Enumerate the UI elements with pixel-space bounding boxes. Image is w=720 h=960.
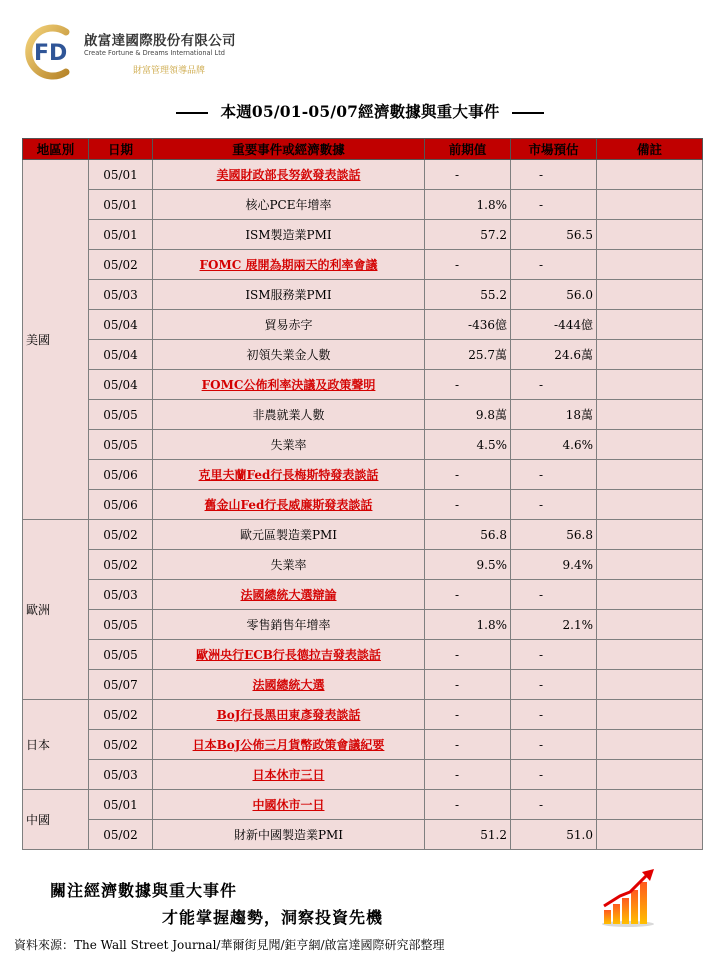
note-cell: [597, 730, 703, 760]
company-tagline: 財富管理領導品牌: [133, 66, 206, 76]
forecast-cell: -: [511, 670, 597, 700]
table-row: [23, 340, 703, 370]
note-cell: [597, 700, 703, 730]
date-cell: 05/04: [89, 340, 153, 370]
forecast-cell: 51.0: [511, 820, 597, 850]
prev-value-cell: -: [425, 370, 511, 400]
forecast-cell: -: [511, 370, 597, 400]
table-header-row: [23, 139, 703, 160]
logo-mark: FD: [34, 41, 68, 66]
table-row: [23, 730, 703, 760]
prev-value-cell: -: [425, 490, 511, 520]
event-cell: 核心PCE年增率: [153, 190, 425, 220]
forecast-cell: -: [511, 790, 597, 820]
events-table: [22, 138, 703, 850]
date-cell: 05/05: [89, 430, 153, 460]
forecast-cell: -: [511, 160, 597, 190]
date-cell: 05/05: [89, 610, 153, 640]
forecast-cell: 9.4%: [511, 550, 597, 580]
table-row: [23, 610, 703, 640]
prev-value-cell: 4.5%: [425, 430, 511, 460]
event-cell: BoJ行長黑田東彥發表談話: [153, 700, 425, 730]
page-title: 本週05/01-05/07經濟數據與重大事件: [220, 102, 500, 121]
date-cell: 05/03: [89, 280, 153, 310]
growth-chart-icon: [600, 866, 662, 928]
prev-value-cell: 9.5%: [425, 550, 511, 580]
note-cell: [597, 820, 703, 850]
header-region: 地區別: [23, 139, 89, 160]
event-cell: 非農就業人數: [153, 400, 425, 430]
forecast-cell: 56.0: [511, 280, 597, 310]
company-logo: [20, 22, 260, 88]
date-cell: 05/04: [89, 370, 153, 400]
table-row: [23, 190, 703, 220]
forecast-cell: -: [511, 580, 597, 610]
forecast-cell: 24.6萬: [511, 340, 597, 370]
table-row: [23, 280, 703, 310]
date-cell: 05/02: [89, 550, 153, 580]
table-row: [23, 700, 703, 730]
prev-value-cell: -: [425, 640, 511, 670]
prev-value-cell: 1.8%: [425, 190, 511, 220]
event-cell: FOMC 展開為期兩天的利率會議: [153, 250, 425, 280]
header-note: 備註: [597, 139, 703, 160]
event-cell: 歐元區製造業PMI: [153, 520, 425, 550]
slogan-line-1: 關注經濟數據與重大事件: [50, 881, 238, 900]
table-row: [23, 250, 703, 280]
prev-value-cell: 55.2: [425, 280, 511, 310]
date-cell: 05/07: [89, 670, 153, 700]
date-cell: 05/04: [89, 310, 153, 340]
note-cell: [597, 640, 703, 670]
date-cell: 05/06: [89, 460, 153, 490]
forecast-cell: -444億: [511, 310, 597, 340]
table-row: [23, 550, 703, 580]
region-cell: 美國: [23, 160, 89, 520]
forecast-cell: -: [511, 250, 597, 280]
note-cell: [597, 460, 703, 490]
title-dash-left: [176, 112, 208, 114]
table-body: [23, 160, 703, 850]
event-cell: ISM服務業PMI: [153, 280, 425, 310]
date-cell: 05/02: [89, 700, 153, 730]
title-row: [0, 100, 720, 122]
date-cell: 05/02: [89, 520, 153, 550]
note-cell: [597, 340, 703, 370]
table-row: [23, 220, 703, 250]
table-row: [23, 160, 703, 190]
prev-value-cell: -: [425, 460, 511, 490]
date-cell: 05/02: [89, 820, 153, 850]
prev-value-cell: -: [425, 580, 511, 610]
note-cell: [597, 550, 703, 580]
note-cell: [597, 190, 703, 220]
note-cell: [597, 580, 703, 610]
date-cell: 05/06: [89, 490, 153, 520]
forecast-cell: -: [511, 460, 597, 490]
table-row: [23, 400, 703, 430]
forecast-cell: -: [511, 760, 597, 790]
forecast-cell: -: [511, 700, 597, 730]
slogan-line-2: 才能掌握趨勢，洞察投資先機: [162, 908, 384, 927]
note-cell: [597, 250, 703, 280]
event-cell: 貿易赤字: [153, 310, 425, 340]
table-row: [23, 310, 703, 340]
prev-value-cell: 56.8: [425, 520, 511, 550]
event-cell: 財新中國製造業PMI: [153, 820, 425, 850]
forecast-cell: 2.1%: [511, 610, 597, 640]
table-row: [23, 790, 703, 820]
date-cell: 05/05: [89, 640, 153, 670]
header-prev: 前期值: [425, 139, 511, 160]
date-cell: 05/05: [89, 400, 153, 430]
table-row: [23, 670, 703, 700]
note-cell: [597, 490, 703, 520]
event-cell: 失業率: [153, 430, 425, 460]
event-cell: 失業率: [153, 550, 425, 580]
note-cell: [597, 670, 703, 700]
date-cell: 05/03: [89, 760, 153, 790]
date-cell: 05/02: [89, 730, 153, 760]
event-cell: 日本休市三日: [153, 760, 425, 790]
header-forecast: 市場預估: [511, 139, 597, 160]
prev-value-cell: -436億: [425, 310, 511, 340]
event-cell: 克里夫蘭Fed行長梅斯特發表談話: [153, 460, 425, 490]
forecast-cell: 56.5: [511, 220, 597, 250]
event-cell: 歐洲央行ECB行長德拉吉發表談話: [153, 640, 425, 670]
note-cell: [597, 160, 703, 190]
note-cell: [597, 520, 703, 550]
region-cell: 日本: [23, 700, 89, 790]
table-row: [23, 370, 703, 400]
note-cell: [597, 400, 703, 430]
event-cell: 中國休市一日: [153, 790, 425, 820]
forecast-cell: 18萬: [511, 400, 597, 430]
event-cell: 日本BoJ公佈三月貨幣政策會議紀要: [153, 730, 425, 760]
table-row: [23, 820, 703, 850]
note-cell: [597, 430, 703, 460]
forecast-cell: -: [511, 640, 597, 670]
prev-value-cell: -: [425, 160, 511, 190]
prev-value-cell: -: [425, 790, 511, 820]
note-cell: [597, 310, 703, 340]
event-cell: ISM製造業PMI: [153, 220, 425, 250]
event-cell: 法國總統大選: [153, 670, 425, 700]
forecast-cell: -: [511, 490, 597, 520]
event-cell: 舊金山Fed行長威廉斯發表談話: [153, 490, 425, 520]
region-cell: 歐洲: [23, 520, 89, 700]
prev-value-cell: -: [425, 670, 511, 700]
prev-value-cell: 9.8萬: [425, 400, 511, 430]
prev-value-cell: -: [425, 760, 511, 790]
date-cell: 05/01: [89, 190, 153, 220]
note-cell: [597, 280, 703, 310]
table-row: [23, 460, 703, 490]
prev-value-cell: 51.2: [425, 820, 511, 850]
company-name-cn: 啟富達國際股份有限公司: [84, 33, 236, 49]
note-cell: [597, 370, 703, 400]
table-row: [23, 430, 703, 460]
company-name-en: Create Fortune & Dreams International Ltd: [84, 49, 225, 57]
note-cell: [597, 220, 703, 250]
forecast-cell: -: [511, 190, 597, 220]
prev-value-cell: 57.2: [425, 220, 511, 250]
title-dash-right: [512, 112, 544, 114]
date-cell: 05/02: [89, 250, 153, 280]
header-event: 重要事件或經濟數據: [153, 139, 425, 160]
date-cell: 05/01: [89, 790, 153, 820]
date-cell: 05/03: [89, 580, 153, 610]
prev-value-cell: 1.8%: [425, 610, 511, 640]
note-cell: [597, 760, 703, 790]
prev-value-cell: -: [425, 700, 511, 730]
date-cell: 05/01: [89, 220, 153, 250]
forecast-cell: 56.8: [511, 520, 597, 550]
data-source: 資料來源：The Wall Street Journal/華爾街見聞/鉅亨網/啟富達國際研究部整理: [14, 938, 445, 952]
prev-value-cell: 25.7萬: [425, 340, 511, 370]
forecast-cell: -: [511, 730, 597, 760]
header-date: 日期: [89, 139, 153, 160]
table-row: [23, 580, 703, 610]
table-row: [23, 640, 703, 670]
table-row: [23, 520, 703, 550]
region-cell: 中國: [23, 790, 89, 850]
prev-value-cell: -: [425, 730, 511, 760]
prev-value-cell: -: [425, 250, 511, 280]
event-cell: 美國財政部長努欽發表談話: [153, 160, 425, 190]
date-cell: 05/01: [89, 160, 153, 190]
note-cell: [597, 610, 703, 640]
table-row: [23, 490, 703, 520]
event-cell: 零售銷售年增率: [153, 610, 425, 640]
note-cell: [597, 790, 703, 820]
event-cell: FOMC公佈利率決議及政策聲明: [153, 370, 425, 400]
table-row: [23, 760, 703, 790]
forecast-cell: 4.6%: [511, 430, 597, 460]
event-cell: 法國總統大選辯論: [153, 580, 425, 610]
event-cell: 初領失業金人數: [153, 340, 425, 370]
logo-badge-icon: [20, 22, 80, 82]
